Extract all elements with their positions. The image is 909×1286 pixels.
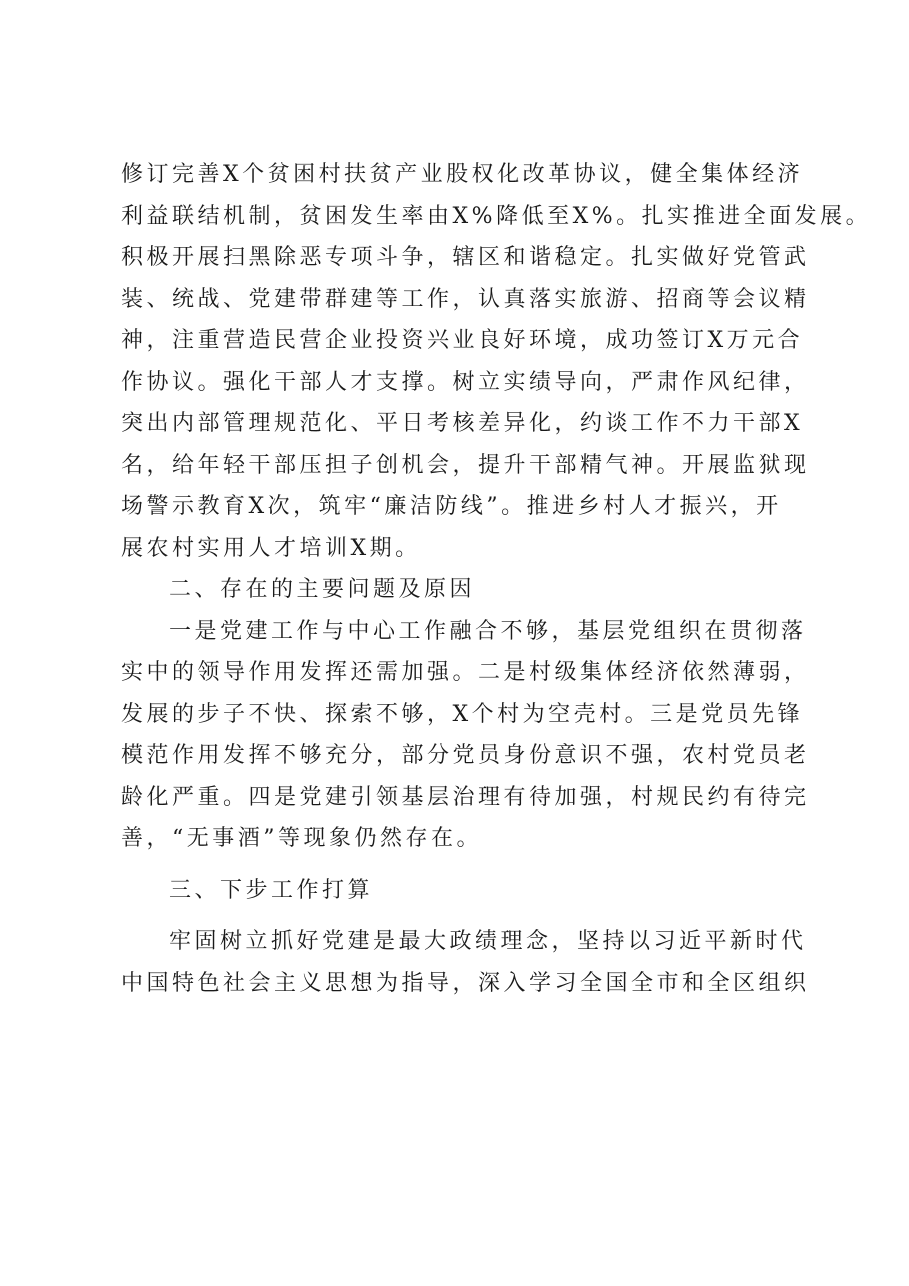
document-body xyxy=(121,154,872,1004)
text-line: 善，“无事酒”等现象仍然存在。 xyxy=(121,826,482,851)
text-line: 模范作用发挥不够充分，部分党员身份意识不强，农村党员老 xyxy=(121,743,810,768)
text-line: 利益联结机制，贫困发生率由X%降低至X%。扎实推进全面发展。 xyxy=(121,203,872,229)
text-line: 突出内部管理规范化、平日考核差异化，约谈工作不力干部X xyxy=(121,411,804,436)
text-line: 名，给年轻干部压担子创机会，提升干部精气神。开展监狱现 xyxy=(121,452,810,478)
text-line: 作协议。强化干部人才支撑。树立实绩导向，严肃作风纪律， xyxy=(121,369,810,395)
text-line: 龄化严重。四是党建引领基层治理有待加强，村规民约有待完 xyxy=(121,784,810,810)
spacer xyxy=(121,911,801,921)
paragraph-problems xyxy=(121,611,810,860)
text-line: 积极开展扫黑除恶专项斗争，辖区和谐稳定。扎实做好党管武 xyxy=(121,245,810,270)
text-line: 牢固树立抓好党建是最大政绩理念，坚持以习近平新时代 xyxy=(169,929,807,954)
spacer xyxy=(121,860,801,870)
text-line: 场警示教育X次，筑牢“廉洁防线”。推进乡村人才振兴，开 xyxy=(121,494,782,519)
section-heading-next-steps: 三、下步工作打算 xyxy=(169,877,374,903)
section-heading-problems: 二、存在的主要问题及原因 xyxy=(169,577,476,602)
text-line: 展农村实用人才培训X期。 xyxy=(121,535,421,561)
text-line: 中国特色社会主义思想为指导，深入学习全国全市和全区组织 xyxy=(121,970,810,996)
paragraph-achievements xyxy=(121,154,872,569)
text-line: 实中的领导作用发挥还需加强。二是村级集体经济依然薄弱， xyxy=(121,660,810,685)
text-line: 发展的步子不快、探索不够，X个村为空壳村。三是党员先锋 xyxy=(121,701,804,727)
text-line: 一是党建工作与中心工作融合不够，基层党组织在贯彻落 xyxy=(169,618,807,644)
text-line: 修订完善X个贫困村扶贫产业股权化改革协议，健全集体经济 xyxy=(121,162,804,187)
paragraph-next-steps xyxy=(121,921,810,1004)
text-line: 神，注重营造民营企业投资兴业良好环境，成功签订X万元合 xyxy=(121,328,804,353)
text-line: 装、统战、党建带群建等工作，认真落实旅游、招商等会议精 xyxy=(121,286,810,312)
